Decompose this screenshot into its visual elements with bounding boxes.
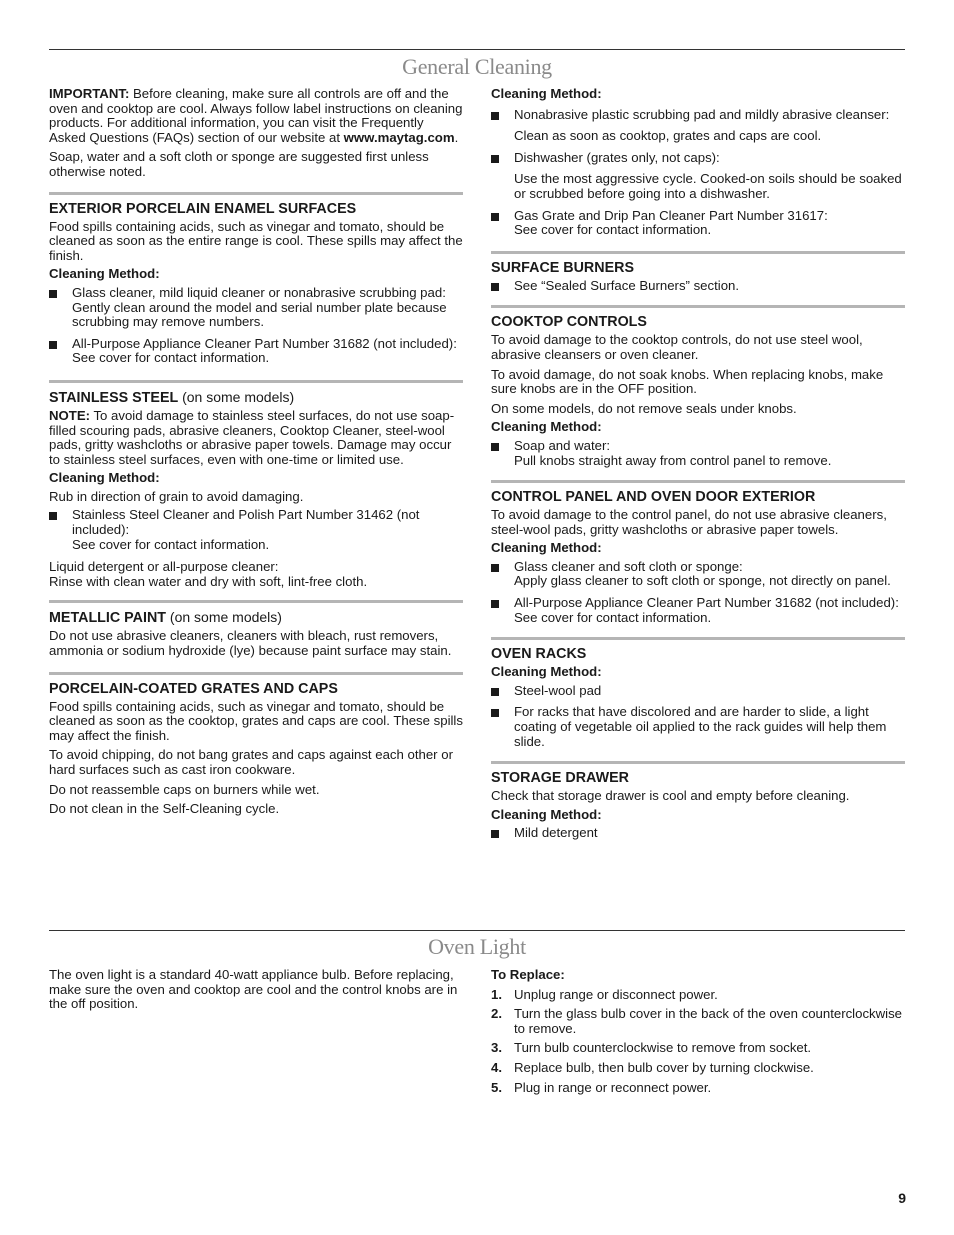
item-main: Glass cleaner, mild liquid cleaner or nonabrasive scrubbing pad: [72,284,446,300]
controls-list [491,439,905,468]
item-sub: Use the most aggressive cycle. Cooked-on soils should be soaked or scrubbed before going into a dishwasher. [514,171,902,201]
step-number: 1. [491,986,502,1002]
page-number: 9 [898,1190,906,1206]
list-item [491,279,905,294]
burners-section [491,251,905,294]
stainless-liquid [49,560,463,589]
exterior-heading: EXTERIOR PORCELAIN ENAMEL SURFACES [49,200,357,217]
step-text: Replace bulb, then bulb cover by turning clockwise. [514,1059,814,1075]
item-main: Dishwasher (grates only, not caps): [514,149,720,165]
stainless-heading-text: STAINLESS STEEL [49,389,179,406]
stainless-section [49,380,463,590]
bullet-square-icon [491,155,499,163]
stainless-note [49,409,463,467]
drawer-list [491,826,905,841]
cleaning-method-label: Cleaning Method: [49,470,160,486]
list-item [49,286,463,330]
step-text: Turn bulb counterclockwise to remove from socket. [514,1040,812,1056]
general-cleaning-title: General Cleaning [402,54,552,79]
list-item [491,108,905,144]
metallic-heading-note: (on some models) [166,609,282,626]
item-main: All-Purpose Appliance Cleaner Part Number 31682 (not included): [72,335,457,351]
oven-light-title: Oven Light [428,934,526,959]
item-sub: See cover for contact information. [72,350,270,366]
item-main: All-Purpose Appliance Cleaner Part Number 31682 (not included): [514,595,899,611]
bullet-square-icon [491,564,499,572]
item-main: Soap and water: [514,437,611,453]
cleaning-method-label: Cleaning Method: [491,419,602,435]
exterior-text: Food spills containing acids, such as vinegar and tomato, should be cleaned as soon as the entire range is cool. These spills may affect the finish. [49,218,463,263]
step-text: Unplug range or disconnect power. [514,986,718,1002]
step-item [491,1007,905,1036]
racks-section [491,637,905,749]
grates-text-2: To avoid chipping, do not bang grates and caps against each other or hard surfaces such as cast iron cookware. [49,747,453,777]
important-text: Before cleaning, make sure all controls are off and the oven and cooktop are cool. Always follow label instructions on cleaning products. For additional information, you can visit the Frequently Asked Questions (FAQs) section of our website at [49,86,463,145]
item-sub: Gently clean around the model and serial number plate because scrubbing may remove numbers. [72,299,447,330]
list-item [491,560,905,589]
metallic-section [49,600,463,658]
item-sub: See cover for contact information. [72,536,270,552]
step-text: Plug in range or reconnect power. [514,1079,712,1095]
item-main: Nonabrasive plastic scrubbing pad and mildly abrasive cleanser: [514,106,890,122]
item-main: For racks that have discolored and are harder to slide, a light coating of vegetable oil applied to the rack guides will help them slide. [514,704,887,749]
bullet-square-icon [49,512,57,520]
bullet-square-icon [49,341,57,349]
bullet-square-icon [491,830,499,838]
burners-heading: SURFACE BURNERS [491,259,634,276]
step-number: 4. [491,1059,502,1075]
left-column [49,87,463,822]
right-column [491,87,905,848]
item-main: Steel-wool pad [514,682,602,698]
step-number: 2. [491,1006,502,1022]
step-item [491,1061,905,1076]
top-rule [49,49,905,50]
controls-section [491,305,905,468]
item-sub: Clean as soon as cooktop, grates and caps are cool. [514,128,822,144]
panel-list [491,560,905,625]
controls-text-1: To avoid damage to the cooktop controls, do not use steel wool, abrasive cleansers or oven cleaner. [491,332,863,362]
list-item [49,508,463,552]
metallic-heading [49,609,463,626]
item-main: Glass cleaner and soft cloth or sponge: [514,558,743,574]
list-item [491,826,905,841]
racks-list [491,684,905,749]
bullet-square-icon [491,112,499,120]
burners-list [491,279,905,294]
drawer-heading: STORAGE DRAWER [491,770,629,787]
item-main: Mild detergent [514,825,598,841]
panel-text: To avoid damage to the control panel, do not use abrasive cleaners, steel-wool pads, gritty washcloths or abrasive paper towels. [491,507,887,537]
period: . [454,129,459,145]
grates-text-4: Do not clean in the Self-Cleaning cycle. [49,801,280,817]
stainless-heading-note: (on some models) [178,388,295,405]
metallic-heading-text: METALLIC PAINT [49,610,167,627]
drawer-section [491,761,905,841]
bullet-square-icon [491,443,499,451]
step-number: 5. [491,1079,502,1095]
step-item [491,988,905,1003]
oven-light-rule [49,930,905,931]
oven-light-text: The oven light is a standard 40-watt appliance bulb. Before replacing, make sure the oven and cooktop are cool and the control knobs are in the off position. [49,967,458,1012]
oven-light-right [491,968,905,1100]
cleaning-method-label: Cleaning Method: [491,86,602,101]
item-sub: Pull knobs straight away from control panel to remove. [514,452,832,468]
item-main: Stainless Steel Cleaner and Polish Part Number 31462 (not included): [72,507,420,538]
replace-steps [491,988,905,1096]
controls-heading: COOKTOP CONTROLS [491,314,647,331]
grates-method-list [491,108,905,238]
list-item [491,705,905,749]
cleaning-method-label: Cleaning Method: [491,540,602,556]
item-main: See “Sealed Surface Burners” section. [514,277,740,293]
grates-section [49,672,463,817]
step-item [491,1041,905,1056]
stainless-rub: Rub in direction of grain to avoid damaging. [49,488,304,504]
grates-text-3: Do not reassemble caps on burners while wet. [49,781,320,797]
list-item [491,209,905,238]
to-replace-label: To Replace: [491,967,565,982]
bullet-square-icon [491,213,499,221]
stainless-list [49,508,463,552]
panel-heading: CONTROL PANEL AND OVEN DOOR EXTERIOR [491,489,816,506]
exterior-section [49,192,463,366]
important-paragraph [49,87,463,145]
cleaning-method-label: Cleaning Method: [491,806,602,822]
list-item [491,596,905,625]
important-label: IMPORTANT: [49,86,130,101]
bullet-square-icon [491,688,499,696]
controls-text-2: To avoid damage, do not soak knobs. When replacing knobs, make sure knobs are in the OFF position. [491,366,884,397]
list-item [491,151,905,202]
list-item [491,684,905,699]
website-link[interactable]: www.maytag.com [343,129,455,145]
item-sub: See cover for contact information. [514,609,712,625]
bullet-square-icon [491,600,499,608]
controls-text-3: On some models, do not remove seals under knobs. [491,400,797,416]
drawer-text: Check that storage drawer is cool and empty before cleaning. [491,788,850,804]
bullet-square-icon [491,283,499,291]
bullet-square-icon [49,290,57,298]
grates-text-1: Food spills containing acids, such as vinegar and tomato, should be cleaned as soon as the cooktop, grates and caps are cool. These spills may affect the finish. [49,698,463,743]
step-text: Turn the glass bulb cover in the back of the oven counterclockwise to remove. [514,1006,903,1036]
list-item [49,337,463,366]
oven-light-left [49,968,463,1017]
bullet-square-icon [491,709,499,717]
grates-heading: PORCELAIN-COATED GRATES AND CAPS [49,680,338,697]
liquid-line-2: Rinse with clean water and dry with soft, lint-free cloth. [49,573,368,589]
stainless-heading [49,389,463,406]
item-main: Gas Grate and Drip Pan Cleaner Part Number 31617: [514,207,828,223]
note-text: To avoid damage to stainless steel surfaces, do not use soap-filled scouring pads, abrasive cleaners, Cooktop Cleaner, steel-wool pads, gritty washcloths or abrasive paper towels. Damage may occur to stainless steel surfaces, even with one-time or limited use. [49,407,455,467]
step-item [491,1081,905,1096]
racks-heading: OVEN RACKS [491,646,587,663]
item-sub: Apply glass cleaner to soft cloth or sponge, not directly on panel. [514,573,891,589]
panel-section [491,480,905,625]
cleaning-method-label: Cleaning Method: [491,664,602,680]
soap-paragraph: Soap, water and a soft cloth or sponge are suggested first unless otherwise noted. [49,149,429,179]
step-number: 3. [491,1040,502,1056]
metallic-text: Do not use abrasive cleaners, cleaners with bleach, rust removers, ammonia or sodium hydroxide (lye) because paint surface may stain. [49,628,452,659]
cleaning-method-label: Cleaning Method: [49,266,160,282]
liquid-line-1: Liquid detergent or all-purpose cleaner: [49,559,279,575]
item-sub: See cover for contact information. [514,222,712,238]
note-label: NOTE: [49,407,91,423]
list-item [491,439,905,468]
exterior-list [49,286,463,366]
